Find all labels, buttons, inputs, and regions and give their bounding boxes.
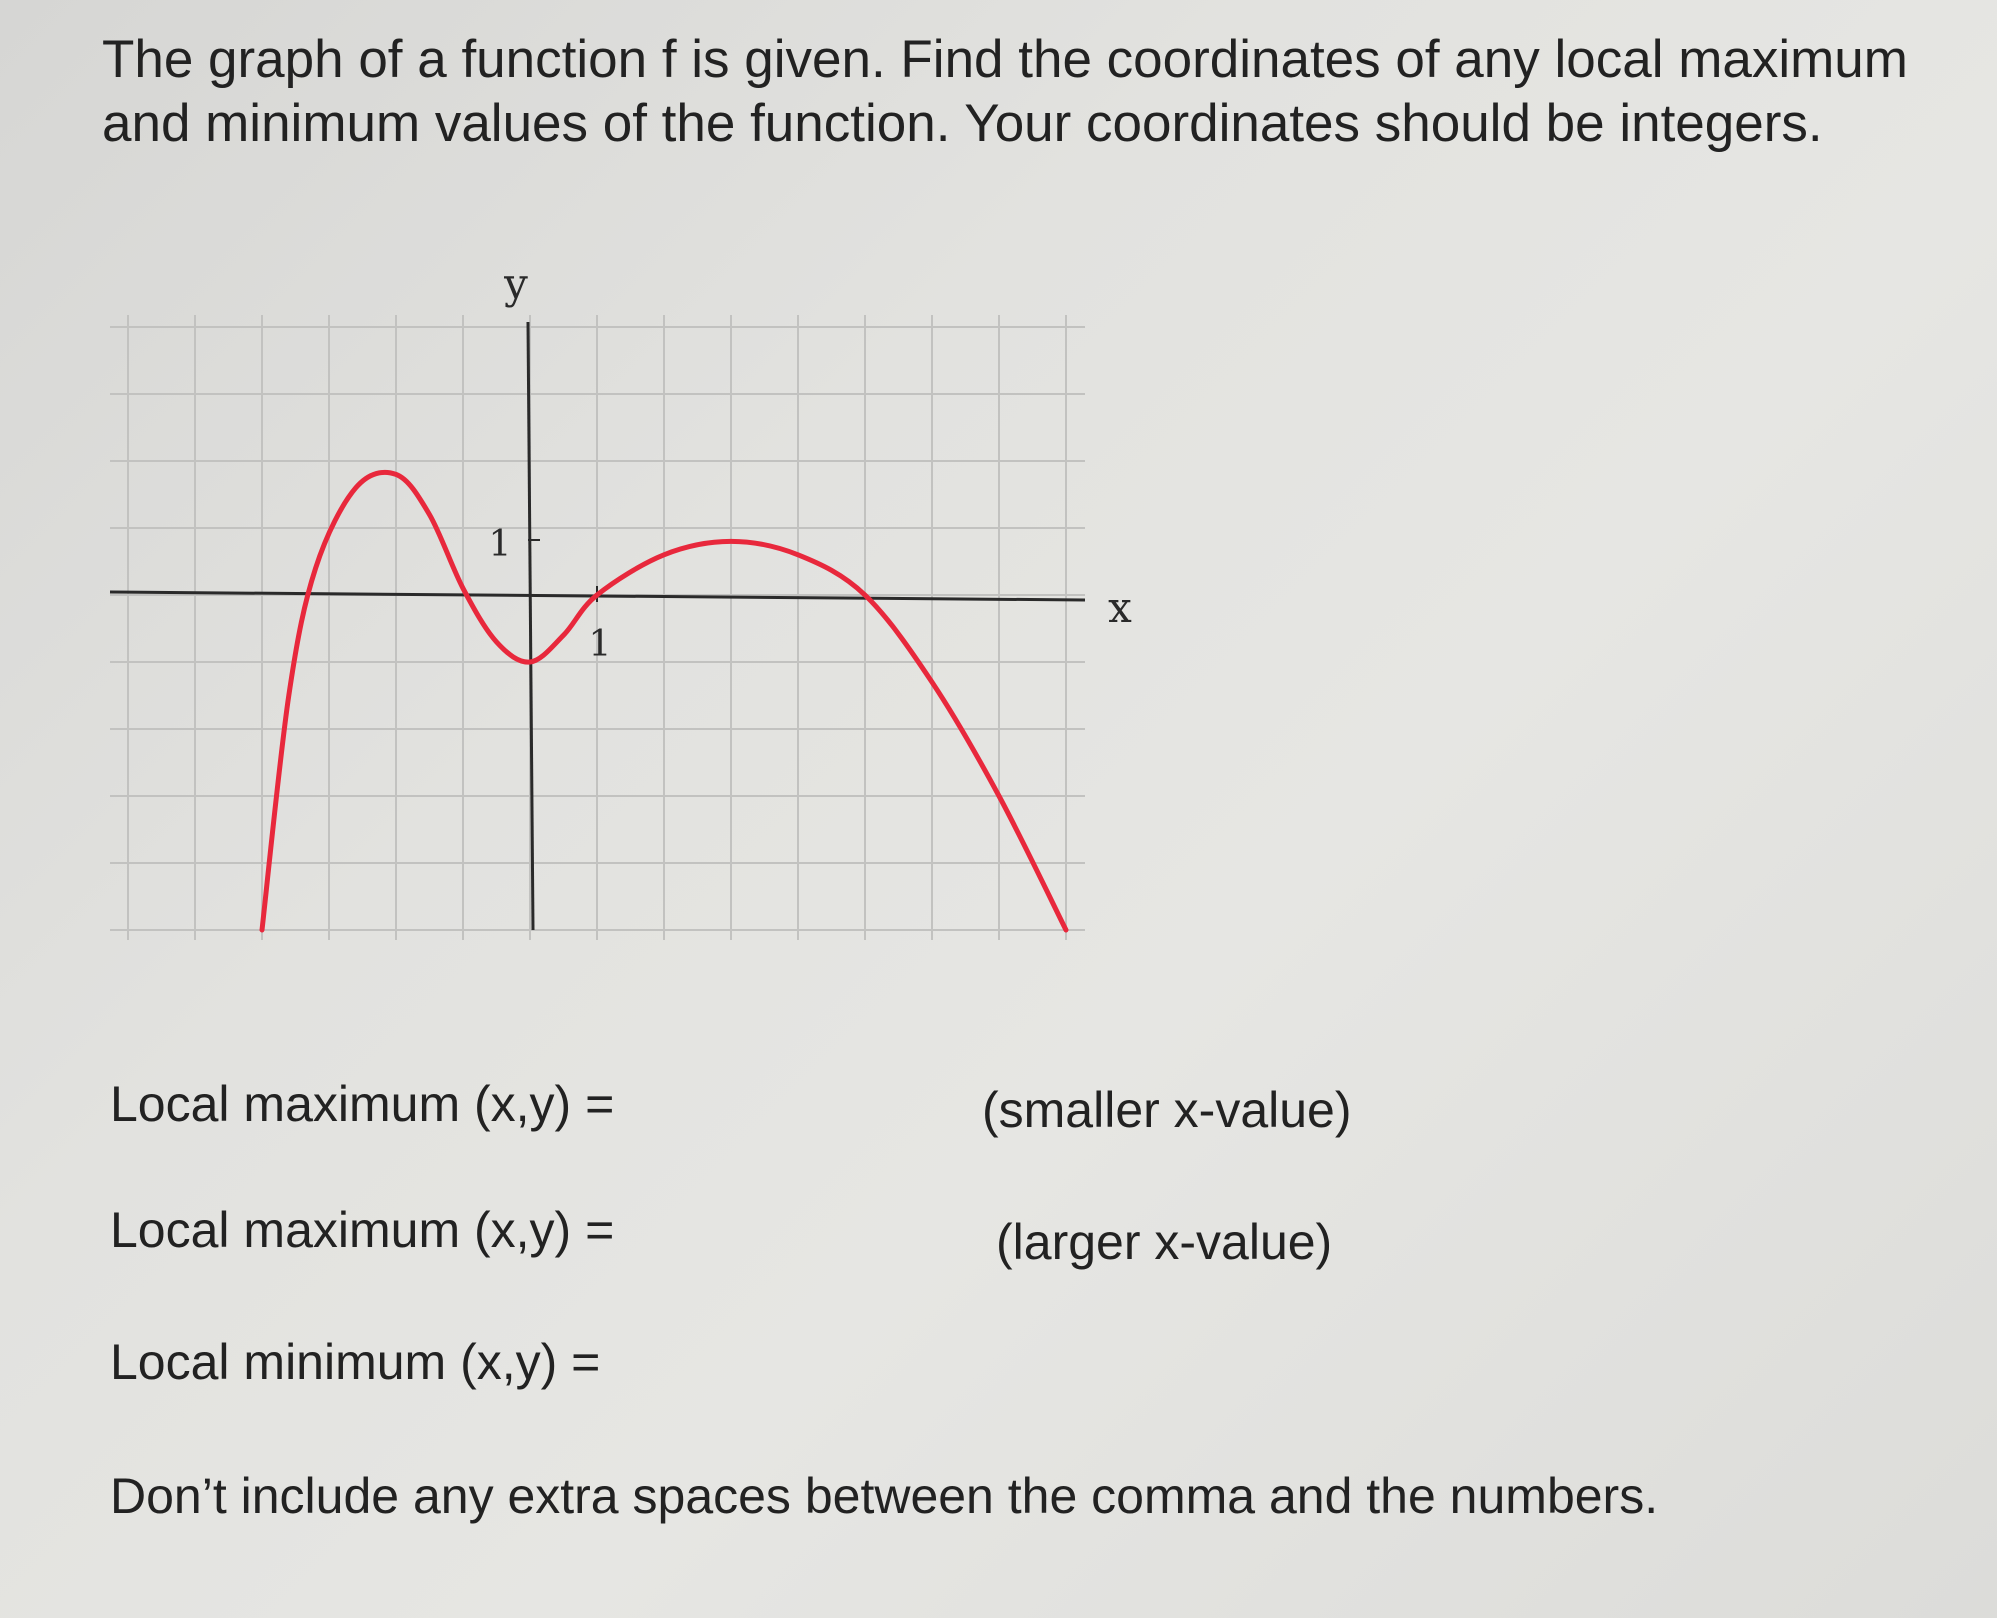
instruction-note: Don’t include any extra spaces between the comma and the numbers. xyxy=(110,1468,1659,1524)
local-max-1-input[interactable] xyxy=(660,1074,960,1136)
function-graph xyxy=(100,250,1140,950)
question-text: The graph of a function f is given. Find the coordinates of any local maximum and minimum values of the function. Your coordinates should be integers. xyxy=(102,30,1908,153)
local-max-1-label: Local maximum (x,y) = xyxy=(110,1076,615,1132)
x-tick-label: 1 xyxy=(588,624,612,665)
local-max-1-hint: (smaller x-value) xyxy=(982,1082,1352,1138)
y-axis-label: y xyxy=(504,259,528,308)
y-tick-label: 1 xyxy=(488,524,512,565)
local-max-2-input[interactable] xyxy=(660,1200,980,1262)
graph-svg xyxy=(100,250,1140,950)
local-min-input[interactable] xyxy=(640,1332,970,1394)
local-min-label: Local minimum (x,y) = xyxy=(110,1334,601,1390)
x-axis-label: x xyxy=(1108,583,1132,632)
local-max-2-label: Local maximum (x,y) = xyxy=(110,1202,615,1258)
local-max-2-hint: (larger x-value) xyxy=(996,1214,1333,1270)
